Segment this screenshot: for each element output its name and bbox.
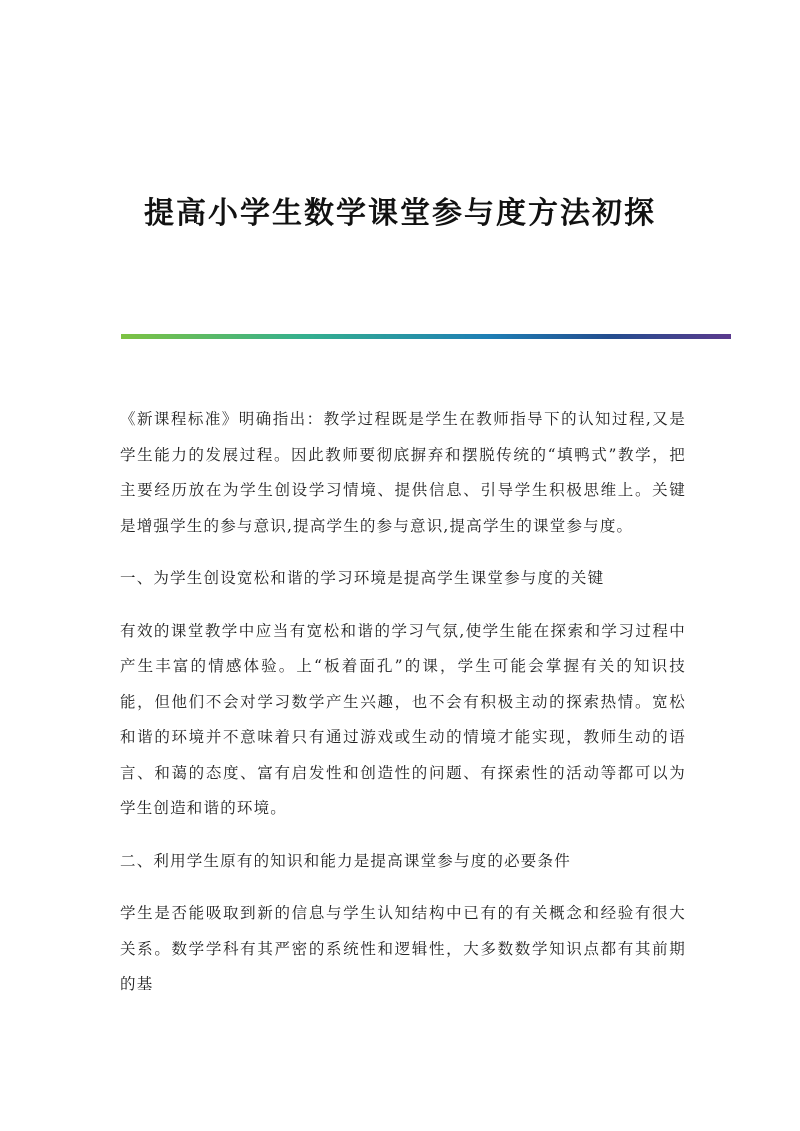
title-divider xyxy=(121,334,731,339)
document-title: 提高小学生数学课堂参与度方法初探 xyxy=(144,196,656,231)
section-heading-1: 一、为学生创设宽松和谐的学习环境是提高学生课堂参与度的关键 xyxy=(120,569,605,587)
paragraph-section-1: 有效的课堂教学中应当有宽松和谐的学习气氛,使学生能在探索和学习过程中产生丰富的情感体验。上“板着面孔”的课，学生可能会掌握有关的知识技能，但他们不会对学习数学产生兴趣，也不会有积极主动的探索热情。宽松和谐的环境并不意味着只有通过游戏或生动的情境才能实现，教师生动的语言、和蔼的态度、富有启发性和创造性的问题、有探索性的活动等都可以为学生创造和谐的环境。 xyxy=(120,621,686,817)
paragraph-section-2: 学生是否能吸取到新的信息与学生认知结构中已有的有关概念和经验有很大关系。数学学科有其严密的系统性和逻辑性，大多数数学知识点都有其前期的基 xyxy=(120,904,686,993)
document-body xyxy=(120,402,686,1020)
section-heading-2: 二、利用学生原有的知识和能力是提高课堂参与度的必要条件 xyxy=(120,851,571,870)
paragraph-intro: 《新课程标准》明确指出：教学过程既是学生在教师指导下的认知过程,又是学生能力的发展过程。因此教师要彻底摒弃和摆脱传统的“填鸭式”教学，把主要经历放在为学生创设学习情境、提供信息、引导学生积极思维上。关键是增强学生的参与意识,提高学生的参与意识,提高学生的课堂参与度。 xyxy=(120,410,686,535)
